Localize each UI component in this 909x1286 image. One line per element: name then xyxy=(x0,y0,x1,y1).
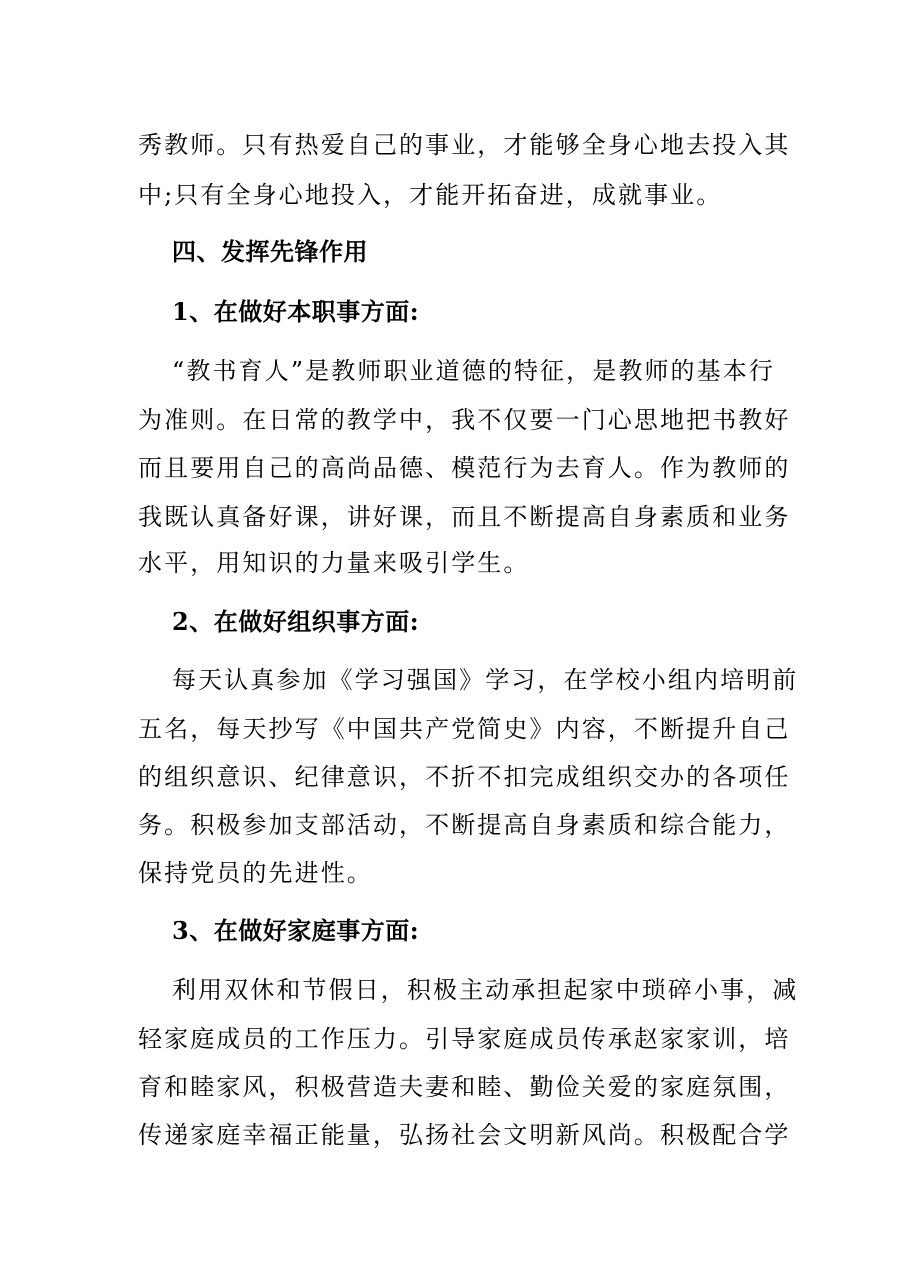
subsection-heading-3: 3、在做好家庭事方面: xyxy=(172,916,420,945)
section-heading: 四、发挥先锋作用 xyxy=(172,237,368,266)
intro-line-2: 中;只有全身心地投入，才能开拓奋进，成就事业。 xyxy=(138,181,723,209)
subsection-2-line-1: 每天认真参加《学习强国》学习，在学校小组内培明前 xyxy=(172,666,799,694)
subsection-3-line-4: 传递家庭幸福正能量，弘扬社会文明新风尚。积极配合学 xyxy=(138,1121,791,1149)
subsection-1-line-5: 水平，用知识的力量来吸引学生。 xyxy=(138,549,530,577)
subsection-heading-2: 2、在做好组织事方面: xyxy=(172,607,420,636)
subsection-3-line-1: 利用双休和节假日，积极主动承担起家中琐碎小事，减 xyxy=(172,976,799,1004)
subsection-3-line-3: 育和睦家风，积极营造夫妻和睦、勤俭关爱的家庭氛围， xyxy=(138,1073,791,1101)
subsection-heading-1: 1、在做好本职事方面: xyxy=(172,297,420,326)
subsection-1-line-4: 我既认真备好课，讲好课，而且不断提高自身素质和业务 xyxy=(138,503,791,531)
intro-line-1: 秀教师。只有热爱自己的事业，才能够全身心地去投入其 xyxy=(138,131,791,159)
subsection-1-line-3: 而且要用自己的高尚品德、模范行为去育人。作为教师的 xyxy=(138,454,791,482)
subsection-2-line-5: 保持党员的先进性。 xyxy=(138,859,373,887)
subsection-2-line-4: 务。积极参加支部活动，不断提高自身素质和综合能力， xyxy=(138,811,791,839)
subsection-2-line-3: 的组织意识、纪律意识，不折不扣完成组织交办的各项任 xyxy=(138,763,791,791)
subsection-1-line-1: “教书育人”是教师职业道德的特征，是教师的基本行 xyxy=(172,357,775,385)
subsection-2-line-2: 五名，每天抄写《中国共产党简史》内容，不断提升自己 xyxy=(138,715,791,743)
subsection-3-line-2: 轻家庭成员的工作压力。引导家庭成员传承赵家家训，培 xyxy=(138,1025,791,1053)
subsection-1-line-2: 为准则。在日常的教学中，我不仅要一门心思地把书教好 xyxy=(138,406,791,434)
